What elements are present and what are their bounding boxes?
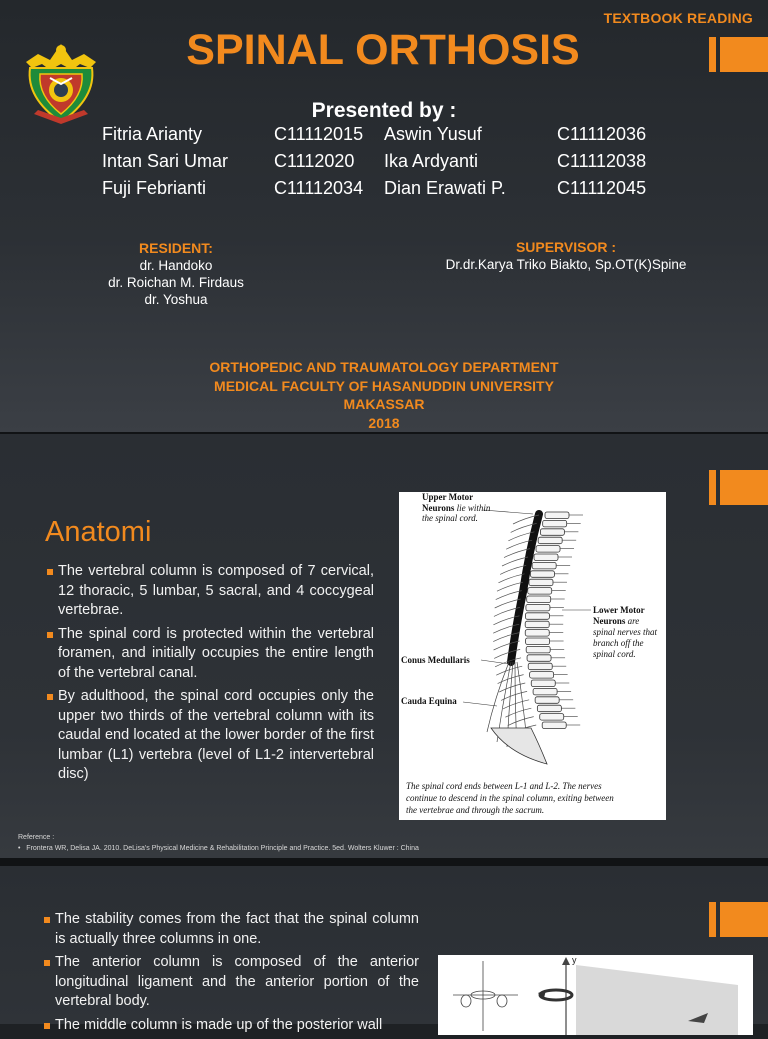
- axes-illustration: [438, 955, 753, 1035]
- vertebra: [545, 512, 569, 519]
- slide-tag: TEXTBOOK READING: [603, 10, 753, 26]
- figure-caption: The spinal cord ends between L-1 and L-2. The nerves continue to descend in the spinal column, exiting between the vertebrae and through the sacrum.: [406, 781, 614, 815]
- reference-heading: Reference :: [18, 834, 55, 841]
- vertebra: [525, 621, 549, 628]
- vertebra: [537, 705, 561, 712]
- city-line: MAKASSAR: [343, 396, 425, 412]
- vertebra: [535, 697, 559, 704]
- vertebra: [536, 546, 560, 553]
- vertebra: [526, 638, 550, 645]
- department-line: ORTHOPEDIC AND TRAUMATOLOGY DEPARTMENT: [209, 359, 559, 375]
- faculty-line: MEDICAL FACULTY OF HASANUDDIN UNIVERSITY: [214, 377, 554, 394]
- presenter-id: C11112034: [274, 178, 364, 198]
- vertebra: [530, 571, 554, 578]
- vertebra: [526, 604, 550, 611]
- vertebra: [533, 688, 557, 695]
- year-line: 2018: [368, 414, 400, 431]
- title-slide: [0, 0, 768, 432]
- supervisor-block: [420, 238, 712, 274]
- accent-bar-thin: [709, 470, 716, 505]
- presenter-id: C11112036: [557, 124, 647, 144]
- cauda-equina-label: Cauda Equina: [401, 696, 457, 706]
- presenter-id: C1112020: [274, 151, 355, 171]
- axis-label-y: y: [572, 955, 577, 965]
- department-block: [0, 358, 768, 432]
- resident-heading: RESIDENT:: [139, 240, 213, 256]
- accent-bar: [720, 470, 768, 505]
- accent-bar-thin: [709, 902, 716, 937]
- slide-title: Anatomi: [45, 516, 152, 548]
- bullet-item: By adulthood, the spinal cord occupies only the upper two thirds of the vertebral column with its caudal end located at the lower border of the first lumbar (L1) vertebra (level of L1-2 intervertebral disc): [46, 687, 374, 785]
- reference-block: [18, 832, 419, 854]
- bullet-item: The anterior column is composed of the anterior longitudinal ligament and the anterior portion of the vertebral body.: [43, 953, 419, 1012]
- vertebra: [540, 529, 564, 536]
- vertebra: [530, 672, 554, 679]
- presenter-name: Fuji Febrianti: [102, 178, 207, 198]
- resident-name: dr. Roichan M. Firdaus: [108, 275, 244, 290]
- resident-name: dr. Handoko: [139, 258, 213, 273]
- vertebra: [542, 722, 566, 729]
- upper-motor-label: Upper Motor Neurons lie within the spinal cord.: [422, 492, 491, 523]
- resident-name: dr. Yoshua: [144, 292, 208, 307]
- vertebra: [525, 613, 549, 620]
- vertebra: [528, 663, 552, 670]
- conus-medullaris-label: Conus Medullaris: [401, 655, 470, 665]
- bullet-item: The vertebral column is composed of 7 cervical, 12 thoracic, 5 lumbar, 5 sacral, and 4 coccygeal vertebrae.: [46, 562, 374, 621]
- presenter-name: Aswin Yusuf: [384, 124, 482, 144]
- vertebra: [534, 554, 558, 561]
- nerve-root: [498, 574, 524, 583]
- bullet-item: The stability comes from the fact that the spinal column is actually three columns in one.: [43, 910, 419, 949]
- vertebra: [527, 596, 551, 603]
- accent-bar: [720, 902, 768, 937]
- supervisor-name: Dr.dr.Karya Triko Biakto, Sp.OT(K)Spine: [445, 257, 687, 272]
- presenter-id: C11112015: [274, 124, 364, 144]
- stability-slide: [0, 866, 768, 1033]
- presenter-id: C11112045: [557, 178, 647, 198]
- nerve-root: [503, 700, 529, 709]
- lower-motor-label: Lower Motor Neurons are spinal nerves that branch off the spinal cord.: [593, 605, 657, 659]
- page-title: SPINAL ORTHOSIS: [186, 26, 580, 74]
- spinal-cord-figure: [399, 492, 666, 820]
- vertebra: [528, 588, 552, 595]
- slide-divider: [0, 858, 768, 866]
- anatomy-slide: [0, 434, 768, 858]
- presenter-name: Intan Sari Umar: [102, 151, 229, 171]
- resident-block: [76, 240, 276, 308]
- reference-text: • Frontera WR, Delisa JA. 2010. DeLisa's Physical Medicine & Rehabilitation Principle and Practice. 5ed. Wolters Kluwer : China: [18, 845, 419, 852]
- bullet-list: [46, 562, 374, 789]
- bullet-item: The middle column is made up of the posterior wall: [43, 1016, 419, 1036]
- nerve-root: [497, 582, 523, 591]
- presenter-id: C11112038: [557, 151, 647, 171]
- spine-axes-figure: [438, 955, 753, 1035]
- vertebra: [527, 655, 551, 662]
- vertebra: [532, 562, 556, 569]
- presented-by: Presented by :: [311, 99, 457, 122]
- bullet-list: [43, 910, 419, 1039]
- vertebra: [538, 537, 562, 544]
- vertebra: [526, 646, 550, 653]
- supervisor-heading: SUPERVISOR :: [515, 239, 617, 255]
- bullet-item: The spinal cord is protected within the vertebral foramen, and initially occupies the entire length of the vertebral canal.: [46, 625, 374, 684]
- presenter-name: Fitria Arianty: [102, 124, 203, 144]
- vertebra: [543, 520, 567, 527]
- vertebra: [531, 680, 555, 687]
- presenter-name: Ika Ardyanti: [384, 151, 479, 171]
- presenter-name: Dian Erawati P.: [384, 178, 506, 198]
- vertebra: [525, 630, 549, 637]
- vertebra: [540, 714, 564, 721]
- nerve-root: [508, 717, 534, 726]
- vertebra: [529, 579, 553, 586]
